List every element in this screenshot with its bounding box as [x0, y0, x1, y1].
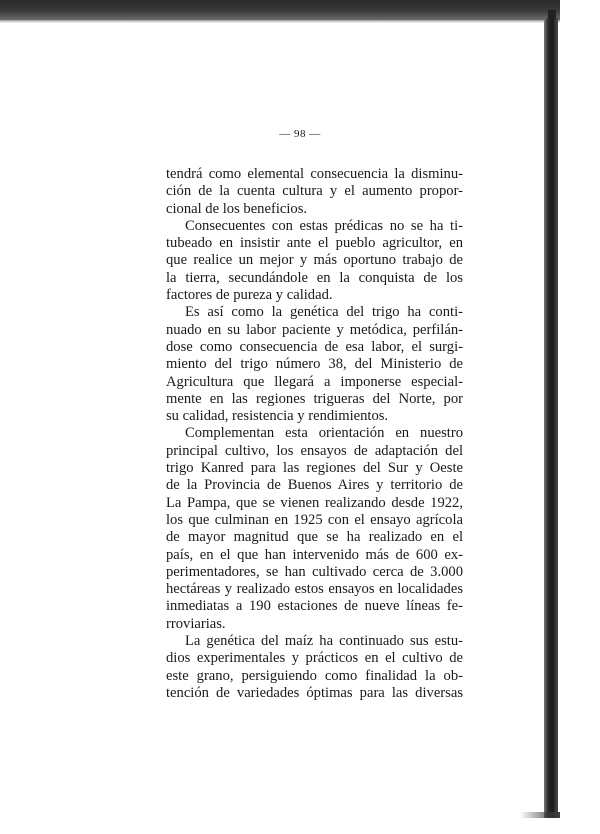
text-line: Es así como la genética del trigo ha conti- [185, 304, 463, 321]
text-line: país, en el que han intervenido más de 600 ex- [166, 546, 463, 563]
text-line: hectáreas y realizado estos ensayos en localidades [166, 581, 463, 598]
text-line: ción de la cuenta cultura y el aumento propor- [166, 183, 463, 200]
text-line: la tierra, secundándole en la conquista de los [166, 269, 463, 286]
text-line: inmediatas a 190 estaciones de nueve líneas fe- [166, 598, 463, 615]
text-line: principal cultivo, los ensayos de adaptación del [166, 442, 463, 459]
text-line: este grano, persiguiendo como finalidad la ob- [166, 667, 463, 684]
text-line: Agricultura que llegará a imponerse especial- [166, 373, 463, 390]
body-text [166, 166, 463, 702]
text-line: rroviarias. [166, 615, 226, 632]
text-line: trigo Kanred para las regiones del Sur y Oeste [166, 460, 463, 477]
text-line: tención de variedades óptimas para las diversas [166, 684, 463, 701]
text-line: mente en las regiones trigueras del Norte, por [166, 390, 463, 407]
text-line: tubeado en insistir ante el pueblo agricultor, en [166, 235, 463, 252]
page-number: — 98 — [279, 128, 321, 140]
text-line: dios experimentales y prácticos en el cultivo de [166, 650, 463, 667]
text-line: dose como consecuencia de esa labor, el surgi- [166, 338, 463, 355]
text-line: nuado en su labor paciente y metódica, perfilán- [166, 321, 463, 338]
text-line: La Pampa, que se vienen realizando desde 1922, [166, 494, 463, 511]
text-line: los que culminan en 1925 con el ensayo agrícola [166, 511, 463, 528]
text-line: factores de pureza y calidad. [166, 287, 333, 304]
text-line: su calidad, resistencia y rendimientos. [166, 408, 389, 425]
text-line: Consecuentes con estas prédicas no se ha ti- [185, 217, 463, 234]
text-line: de mayor magnitud que se ha realizado en el [166, 529, 463, 546]
text-line: La genética del maíz ha continuado sus estu- [185, 633, 463, 650]
text-line: tendrá como elemental consecuencia la disminu- [166, 166, 463, 182]
text-line: que realice un mejor y más oportuno trabajo de [166, 252, 463, 269]
scan-top-edge-shadow [0, 0, 560, 20]
text-line: Complementan esta orientación en nuestro [185, 425, 463, 442]
text-line: de la Provincia de Buenos Aires y territorio de [166, 477, 463, 494]
text-line: miento del trigo número 38, del Ministerio de [166, 356, 463, 373]
text-line: cional de los beneficios. [166, 200, 308, 217]
text-line: perimentadores, se han cultivado cerca de 3.000 [166, 563, 463, 580]
scan-bottom-corner-shadow [520, 812, 560, 818]
